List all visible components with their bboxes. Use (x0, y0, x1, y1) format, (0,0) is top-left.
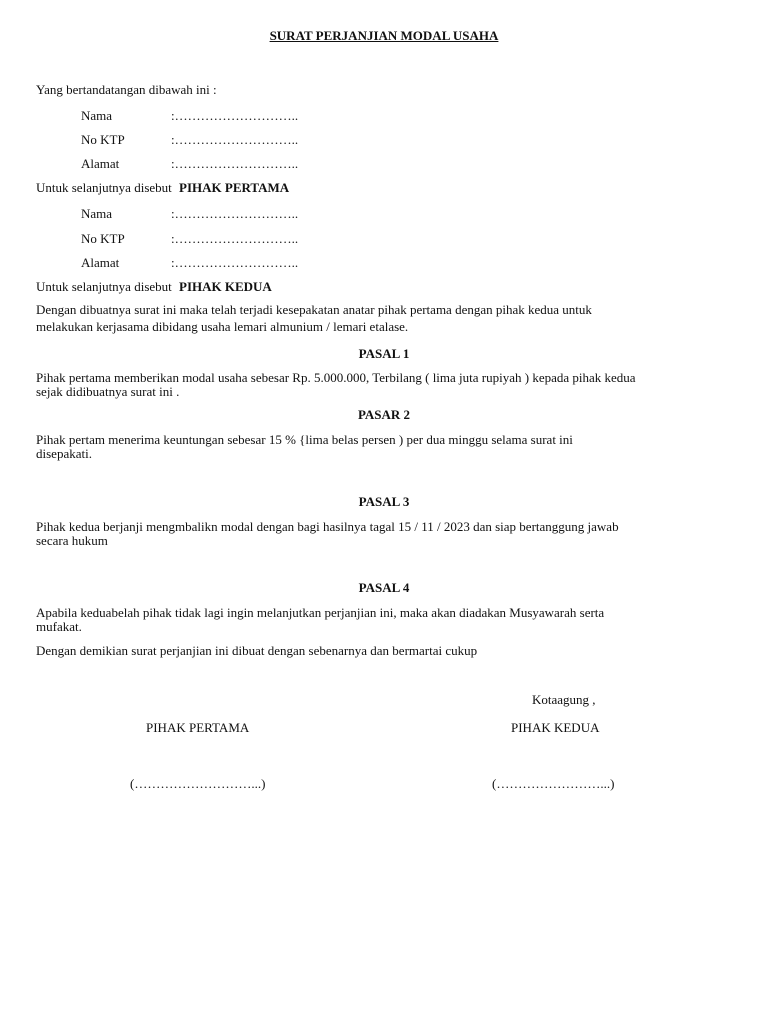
party2-designation (36, 279, 272, 294)
party1-ktp-value: :……………………….. (171, 132, 299, 147)
section-3-line-1: Pihak kedua berjanji mengmbalikn modal dengan bagi hasilnya tagal 15 / 11 / 2023 dan siap bertanggung jawab (36, 519, 619, 534)
section-2-heading: PASAR 2 (357, 407, 411, 422)
section-3-heading: PASAL 3 (358, 494, 410, 509)
party2-address-value: :……………………….. (171, 255, 299, 270)
intro-text: Yang bertandatangan dibawah ini : (36, 82, 217, 97)
agreement-line-1: Dengan dibuatnya surat ini maka telah terjadi kesepakatan anatar pihak pertama dengan pihak kedua untuk (36, 302, 592, 317)
party2-address-label: Alamat (81, 255, 120, 270)
section-1-heading: PASAL 1 (358, 346, 410, 361)
signature-label-right: PIHAK KEDUA (511, 720, 600, 735)
closing-text: Dengan demikian surat perjanjian ini dibuat dengan sebenarnya dan bermartai cukup (36, 643, 478, 658)
document-title: SURAT PERJANJIAN MODAL USAHA (269, 28, 499, 43)
signature-label-left: PIHAK PERTAMA (146, 720, 250, 735)
section-1-line-2: sejak didibuatnya surat ini . (36, 384, 180, 399)
signature-line-left: (………………………...) (130, 776, 266, 791)
party2-ktp-label: No KTP (81, 231, 125, 246)
party2-ktp-value: :……………………….. (171, 231, 299, 246)
section-4-line-2: mufakat. (36, 619, 82, 634)
party2-designation-name: PIHAK KEDUA (179, 279, 272, 294)
section-4-heading: PASAL 4 (358, 580, 410, 595)
section-1-line-1: Pihak pertama memberikan modal usaha sebesar Rp. 5.000.000, Terbilang ( lima juta rupiyah ) kepada pihak kedua (36, 370, 636, 385)
party1-designation-name: PIHAK PERTAMA (179, 180, 290, 195)
agreement-line-2: melakukan kerjasama dibidang usaha lemari almunium / lemari etalase. (36, 319, 409, 334)
party1-ktp-label: No KTP (81, 132, 125, 147)
party1-name-value: :……………………….. (171, 108, 299, 123)
party1-designation-prefix: Untuk selanjutnya disebut (36, 180, 172, 195)
signature-line-right: (……………………...) (492, 776, 615, 791)
party1-designation (36, 180, 289, 195)
party2-designation-prefix: Untuk selanjutnya disebut (36, 279, 172, 294)
party1-name-label: Nama (81, 108, 113, 123)
section-2-line-1: Pihak pertam menerima keuntungan sebesar 15 % {lima belas persen ) per dua minggu selama surat ini (36, 432, 573, 447)
party1-address-label: Alamat (81, 156, 120, 171)
signing-place: Kotaagung , (532, 692, 596, 707)
party1-address-value: :……………………….. (171, 156, 299, 171)
section-2-line-2: disepakati. (36, 446, 92, 461)
section-4-line-1: Apabila keduabelah pihak tidak lagi ingin melanjutkan perjanjian ini, maka akan diadakan Musyawarah serta (36, 605, 605, 620)
party2-name-value: :……………………….. (171, 206, 299, 221)
party2-name-label: Nama (81, 206, 113, 221)
section-3-line-2: secara hukum (36, 533, 108, 548)
